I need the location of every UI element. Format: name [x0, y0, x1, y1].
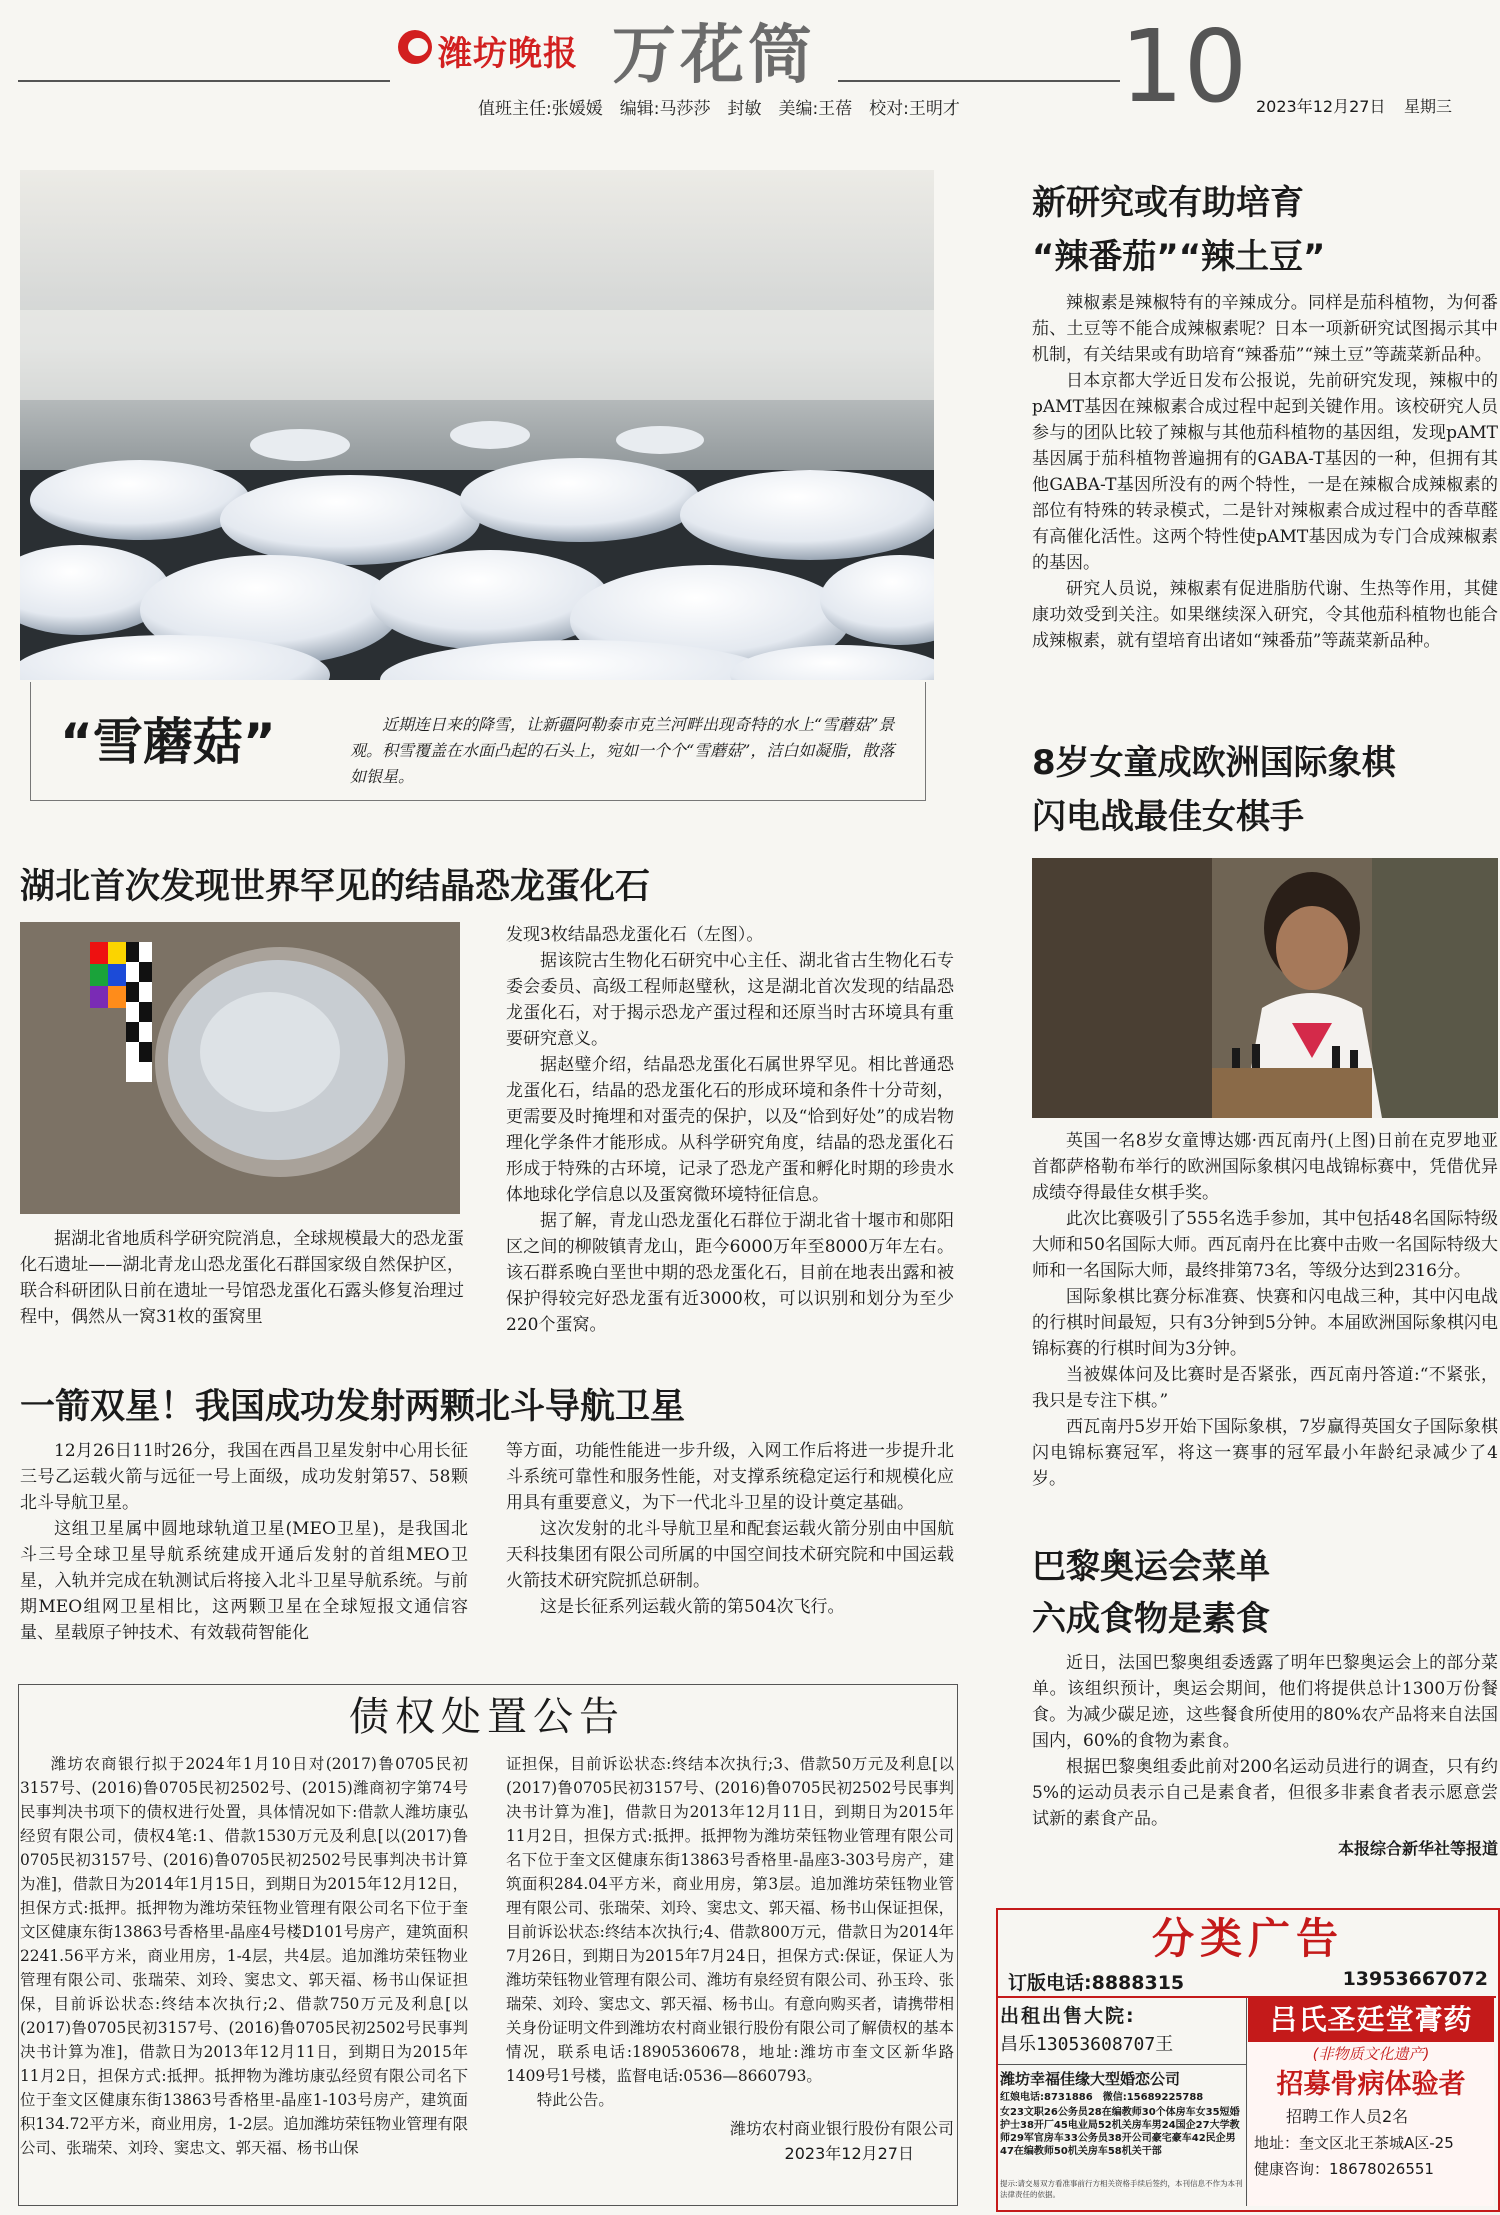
section-title: 万花筒 — [612, 18, 816, 93]
classified-title: 分类广告 — [1151, 1914, 1344, 1963]
dino-right-column — [506, 922, 954, 1338]
rent-title: 出租出售大院: — [1000, 2005, 1136, 2027]
beidou-left-column — [20, 1438, 468, 1646]
marriage-phone: 红娘电话:8731886 微信:15689225788 — [1000, 2092, 1204, 2103]
notice-paragraph-left: 潍坊农商银行拟于2024年1月10日对(2017)鲁0705民初3157号、(2016)鲁0705民初2502号、(2015)潍商初字第74号民事判决书项下的债权进行处置，具体情况如下:借款人潍坊康弘经贸有限公司，债权4笔:1、借款1530万元及利息[以(2017)鲁0705民初3157号、(2016)鲁0705民初2502号民事判决书计算为准]，借款日为2014年1月15日，到期日为2015年12月12日，担保方式:抵押。抵押物为潍坊荣钰物业管理有限公司名下位于奎文区健康东街13863号香格里-晶座4号楼D101号房产，建筑面积2241.56平方米，商业用房，1-4层，共4层。追加潍坊荣钰物业管理有限公司、张瑞荣、刘玲、窦忠文、郭天福、杨书山保证担保，目前诉讼状态:终结本次执行;2、借款750万元及利息[以(2017)鲁0705民初3157号、(2016)鲁0705民初2502号民事判决书计算为准]，借款日为2013年12月11日，到期日为2015年11月2日，担保方式:抵押。抵押物为潍坊康弘经贸有限公司名下位于奎文区健康东街13863号香格里-晶座1-103号房产，建筑面积134.72平方米，商业用房，1-2层。追加潍坊荣钰物业管理有限公司、张瑞荣、刘玲、窦忠文、郭天福、杨书山保 — [20, 1755, 468, 2157]
dino-egg-image — [20, 922, 460, 1214]
order-line — [1008, 1968, 1488, 1995]
plaster-ad-line-2: 地址：奎文区北王茶城A区-25 — [1254, 2134, 1454, 2152]
rent-divider — [998, 2064, 1246, 2065]
pepper-paragraph-3: 研究人员说，辣椒素有促进脂肪代谢、生热等作用，其健康功效受到关注。如果继续深入研究，令其他茄科植物也能合成辣椒素，就有望培育出诸如“辣番茄”等蔬菜新品种。 — [1032, 579, 1498, 651]
chess-paragraph-4: 当被媒体问及比赛时是否紧张，西瓦南丹答道:“不紧张，我只是专注下棋。” — [1032, 1365, 1498, 1411]
plaster-ad-sub: (非物质文化遗产) — [1312, 2045, 1430, 2063]
plaster-ad-line-1: 招聘工作人员2名 — [1286, 2107, 1409, 2126]
dino-headline: 湖北首次发现世界罕见的结晶恐龙蛋化石 — [20, 867, 651, 907]
weekday: 星期三 — [1404, 97, 1453, 116]
paris-headline-2: 六成食物是素食 — [1032, 1599, 1270, 1639]
chess-paragraph-5: 西瓦南丹5岁开始下国际象棋，7岁赢得英国女子国际象棋闪电锦标赛冠军，将这一赛事的冠军最小年龄纪录减少了4岁。 — [1032, 1417, 1498, 1489]
pepper-body — [1032, 290, 1498, 654]
plaster-ad-brand: 吕氏圣廷堂膏药 — [1248, 1998, 1494, 2042]
chess-paragraph-3: 国际象棋比赛分标准赛、快赛和闪电战三种，其中闪电战的行棋时间最短，只有3分钟到5分钟。本届欧洲国际象棋闪电锦标赛的行棋时间为3分钟。 — [1032, 1287, 1498, 1359]
plaster-ad-line-3: 健康咨询：18678026551 — [1254, 2160, 1434, 2178]
order-label: 订版电话: — [1008, 1972, 1092, 1994]
pepper-headline-1: 新研究或有助培育 — [1032, 183, 1304, 223]
chess-headline-2: 闪电战最佳女棋手 — [1032, 797, 1304, 837]
beidou-right-column — [506, 1438, 954, 1620]
order-phone-2: 13953667072 — [1342, 1968, 1488, 1990]
masthead — [0, 0, 1500, 128]
chess-headline-1: 8岁女童成欧洲国际象棋 — [1032, 743, 1396, 783]
pepper-headline-2: “辣番茄”“辣土豆” — [1032, 237, 1326, 277]
pepper-paragraph-1: 辣椒素是辣椒特有的辛辣成分。同样是茄科植物，为何番茄、土豆等不能合成辣椒素呢？日本一项新研究试图揭示其中机制，有关结果或有助培育“辣番茄”“辣土豆”等蔬菜新品种。 — [1032, 293, 1498, 365]
notice-title: 债权处置公告 — [349, 1694, 625, 1740]
chess-girl-image — [1032, 858, 1498, 1118]
notice-paragraph-right: 证担保，目前诉讼状态:终结本次执行;3、借款50万元及利息[以(2017)鲁0705民初3157号、(2016)鲁0705民初2502号民事判决书计算为准]，借款日为2013年12月11日，到期日为2015年11月2日，担保方式:抵押。抵押物为潍坊荣钰物业管理有限公司名下位于奎文区健康东街13863号香格里-晶座3-303号房产，建筑面积284.04平方米，商业用房，第3层。追加潍坊荣钰物业管理有限公司、张瑞荣、刘玲、窦忠文、郭天福、杨书山保证担保，目前诉讼状态:终结本次执行;4、借款800万元，借款日为2014年7月26日，到期日为2015年7月24日，担保方式:保证，保证人为潍坊荣钰物业管理有限公司、潍坊有泉经贸有限公司、孙玉玲、张瑞荣、刘玲、窦忠文、郭天福、杨书山。有意向购买者，请携带相关身份证明文件到潍坊农村商业银行股份有限公司了解债权的基本情况，联系电话:18905360678，地址:潍坊市奎文区新华路1409号1号楼，监督电话:0536—8660793。 — [506, 1755, 954, 2085]
paris-paragraph-1: 近日，法国巴黎奥组委透露了明年巴黎奥运会上的部分菜单。该组织预计，奥运会期间，他们将提供总计1300万份餐食。为减少碳足迹，这些餐食所使用的80%农产品将来自法国国内，60%的食物为素食。 — [1032, 1653, 1498, 1751]
paris-paragraph-2: 根据巴黎奥组委此前对200名运动员进行的调查，只有约5%的运动员表示自己是素食者，但很多非素食者表示愿意尝试新的素食产品。 — [1032, 1757, 1498, 1829]
paris-body — [1032, 1650, 1498, 1862]
plaster-ad — [1248, 1998, 1494, 2206]
beidou-headline: 一箭双星！我国成功发射两颗北斗导航卫星 — [20, 1387, 686, 1427]
pepper-paragraph-2: 日本京都大学近日发布公报说，先前研究发现，辣椒中的pAMT基因在辣椒素合成过程中起到关键作用。该校研究人员参与的团队比较了辣椒与其他茄科植物的基因组，发现pAMT基因属于茄科植物普遍拥有的GABA-T基因的一种，但拥有其他GABA-T基因所没有的两个特性，一是在辣椒合成辣椒素的部位有特殊的转录模式，二是针对辣椒素合成过程中的香草醛有高催化活性。这两个特性使pAMT基因成为专门合成辣椒素的基因。 — [1032, 371, 1498, 573]
notice-signer: 潍坊农村商业银行股份有限公司 — [729, 2119, 954, 2138]
classified-vertical-divider — [1246, 1998, 1247, 2206]
plaster-ad-headline: 招募骨病体验者 — [1276, 2069, 1466, 2100]
rent-line: 昌乐13053608707王 — [1000, 2034, 1174, 2055]
chess-paragraph-1: 英国一名8岁女童博达娜·西瓦南丹(上图)日前在克罗地亚首都萨格勒布举行的欧洲国际象棋闪电战锦标赛中，凭借优异成绩夺得最佳女棋手奖。 — [1032, 1131, 1498, 1203]
dino-paragraph-1: 发现3枚结晶恐龙蛋化石（左图）。 — [506, 925, 764, 945]
beidou-paragraph-4: 这次发射的北斗导航卫星和配套运载火箭分别由中国航天科技集团有限公司所属的中国空间技术研究院和中国运载火箭技术研究院抓总研制。 — [506, 1519, 954, 1591]
notice-right-column — [506, 1752, 954, 2166]
notice-closing: 特此公告。 — [536, 2091, 614, 2109]
dino-paragraph-left: 据湖北省地质科学研究院消息，全球规模最大的恐龙蛋化石遗址——湖北青龙山恐龙蛋化石群国家级自然保护区，联合科研团队日前在遗址一号馆恐龙蛋化石露头修复治理过程中，偶然从一窝31枚的蛋窝里 — [20, 1229, 464, 1327]
snow-caption: 近期连日来的降雪，让新疆阿勒泰市克兰河畔出现奇特的水上“雪蘑菇”景观。积雪覆盖在水面凸起的石头上，宛如一个个“雪蘑菇”，洁白如凝脂，散落如银星。 — [350, 715, 895, 786]
notice-sign-date: 2023年12月27日 — [784, 2144, 914, 2163]
paris-headline-1: 巴黎奥运会菜单 — [1032, 1547, 1270, 1587]
chess-paragraph-2: 此次比赛吸引了555名选手参加，其中包括48名国际特级大师和50名国际大师。西瓦南丹在比赛中击败一名国际特级大师和一名国际大师，最终排第73名，等级分达到2316分。 — [1032, 1209, 1498, 1281]
masthead-rule-left — [18, 80, 390, 82]
paris-source: 本报综合新华社等报道 — [1337, 1839, 1498, 1858]
marriage-body: 女23文职26公务员28在编教师30个体房车女35短婚护士38开厂45电业局52机关房车男24国企27大学教师29军官房车33公务员38开公司豪宅豪车42民企男47在编教师50机关房车58机关干部 — [1000, 2107, 1240, 2157]
snow-title: “雪蘑菇” — [60, 713, 276, 771]
snow-scene-image — [20, 170, 934, 680]
marriage-title: 潍坊幸福佳缘大型婚恋公司 — [1000, 2070, 1181, 2088]
snow-mushroom-photo — [20, 170, 934, 680]
staff-line: 值班主任:张媛媛 编辑:马莎莎 封敏 美编:王蓓 校对:王明才 — [478, 99, 960, 119]
beidou-paragraph-1: 12月26日11时26分，我国在西昌卫星发射中心用长征三号乙运载火箭与远征一号上面级，成功发射第57、58颗北斗导航卫星。 — [20, 1441, 468, 1513]
paper-name: 潍坊晚报 — [438, 34, 578, 74]
marriage-note: 提示:请交易双方看准事前行方相关资格手续后签约，本刊信息不作为本刊法律责任的依据。 — [1000, 2179, 1243, 2199]
page-number: 10 — [1120, 8, 1248, 125]
order-phone-1: 8888315 — [1091, 1972, 1185, 1994]
dino-paragraph-2: 据该院古生物化石研究中心主任、湖北省古生物化石专委会委员、高级工程师赵璧秋，这是湖北首次发现的结晶恐龙蛋化石，对于揭示恐龙产蛋过程和还原当时古环境具有重要研究意义。 — [506, 951, 954, 1049]
dino-paragraph-4: 据了解，青龙山恐龙蛋化石群位于湖北省十堰市和郧阳区之间的柳陂镇青龙山，距今6000万年至8000万年左右。该石群系晚白垩世中期的恐龙蛋化石，目前在地表出露和被保护得较完好恐龙蛋有近3000枚，可以识别和划分为至少220个蛋窝。 — [506, 1211, 954, 1335]
dino-paragraph-3: 据赵璧介绍，结晶恐龙蛋化石属世界罕见。相比普通恐龙蛋化石，结晶的恐龙蛋化石的形成环境和条件十分苛刻，更需要及时掩埋和对蛋壳的保护，以及“恰到好处”的成岩物理化学条件才能形成。从科学研究角度，结晶的恐龙蛋化石形成于特殊的古环境，记录了恐龙产蛋和孵化时期的珍贵水体地球化学信息以及蛋窝微环境特征信息。 — [506, 1055, 954, 1205]
beidou-paragraph-5: 这是长征系列运载火箭的第504次飞行。 — [540, 1597, 845, 1617]
notice-left-column — [20, 1752, 468, 2200]
dino-egg-photo — [20, 922, 460, 1214]
masthead-rule-right — [838, 80, 1120, 82]
date: 2023年12月27日 — [1256, 97, 1386, 116]
beidou-paragraph-2: 这组卫星属中圆地球轨道卫星(MEO卫星)，是我国北斗三号全球卫星导航系统建成开通后发射的首组MEO卫星，入轨并完成在轨测试后将接入北斗卫星导航系统。与前期MEO组网卫星相比，这两颗卫星在全球短报文通信容量、星载原子钟技术、有效载荷智能化 — [20, 1519, 468, 1643]
beidou-paragraph-3: 等方面，功能性能进一步升级，入网工作后将进一步提升北斗系统可靠性和服务性能，对支撑系统稳定运行和规模化应用具有重要意义，为下一代北斗卫星的设计奠定基础。 — [506, 1441, 954, 1513]
chess-body — [1032, 1128, 1498, 1492]
chess-girl-photo — [1032, 858, 1498, 1118]
